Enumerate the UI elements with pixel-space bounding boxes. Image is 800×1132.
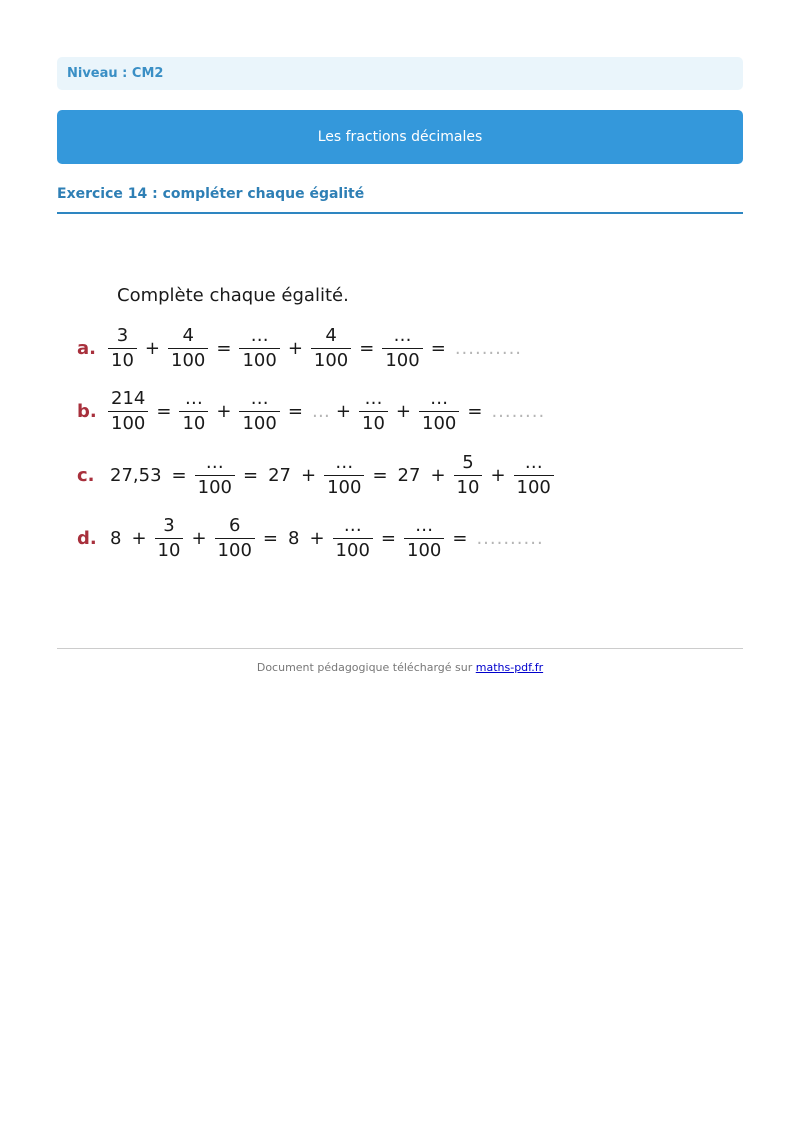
operator: + bbox=[300, 464, 317, 486]
footer-divider bbox=[57, 648, 743, 649]
fraction-denominator: 100 bbox=[239, 348, 279, 370]
number-term: 27 bbox=[397, 464, 421, 486]
fraction-numerator: … bbox=[250, 387, 269, 409]
operator: = bbox=[262, 527, 278, 549]
fraction-numerator: … bbox=[205, 451, 224, 473]
exercise-title: Exercice 14 : compléter chaque égalité bbox=[57, 186, 743, 214]
fraction bbox=[239, 324, 279, 371]
operator: + bbox=[335, 400, 351, 422]
operator: + bbox=[191, 527, 207, 549]
number-term: 8 bbox=[288, 527, 300, 549]
fraction-denominator: 100 bbox=[168, 348, 208, 370]
fraction-denominator: 100 bbox=[514, 475, 554, 497]
footer-text: Document pédagogique téléchargé sur bbox=[256, 661, 476, 674]
fraction-numerator: 214 bbox=[111, 387, 146, 409]
fraction bbox=[404, 514, 444, 561]
equation-b bbox=[77, 387, 545, 435]
equation-d bbox=[77, 514, 544, 562]
operator: + bbox=[430, 464, 446, 486]
fraction bbox=[108, 387, 148, 434]
operator: = bbox=[171, 464, 187, 486]
fraction-numerator: 3 bbox=[116, 324, 129, 346]
operator: = bbox=[372, 464, 388, 486]
equation-c bbox=[77, 451, 557, 499]
number-term: 27,53 bbox=[110, 464, 162, 486]
fraction bbox=[195, 451, 235, 498]
fraction-numerator: … bbox=[250, 324, 269, 346]
fraction-denominator: 10 bbox=[179, 411, 208, 433]
equation-letter: c. bbox=[77, 464, 95, 486]
fraction bbox=[454, 451, 483, 498]
fraction bbox=[168, 324, 208, 371]
fraction bbox=[215, 514, 255, 561]
fraction bbox=[155, 514, 184, 561]
operator: = bbox=[287, 400, 303, 422]
fraction-denominator: 100 bbox=[311, 348, 351, 370]
fraction bbox=[419, 387, 459, 434]
operator: = bbox=[242, 464, 259, 486]
fraction bbox=[514, 451, 554, 498]
fraction-numerator: … bbox=[335, 451, 354, 473]
operator: = bbox=[156, 400, 172, 422]
fraction bbox=[179, 387, 208, 434]
fraction bbox=[239, 387, 279, 434]
fraction bbox=[311, 324, 351, 371]
answer-blank: ........ bbox=[491, 400, 546, 422]
exercise-instruction: Complète chaque égalité. bbox=[117, 285, 349, 306]
footer bbox=[0, 661, 800, 674]
operator: + bbox=[216, 400, 232, 422]
operator: = bbox=[430, 337, 446, 359]
operator: = bbox=[216, 337, 232, 359]
fraction-denominator: 100 bbox=[108, 411, 148, 433]
operator: = bbox=[380, 527, 396, 549]
fraction-numerator: … bbox=[415, 514, 434, 536]
answer-blank: … bbox=[311, 400, 331, 422]
fraction-numerator: … bbox=[184, 387, 203, 409]
operator: + bbox=[287, 337, 303, 359]
fraction-denominator: 10 bbox=[108, 348, 137, 370]
operator: + bbox=[131, 527, 147, 549]
fraction-denominator: 100 bbox=[239, 411, 279, 433]
fraction-numerator: 5 bbox=[462, 451, 474, 473]
operator: + bbox=[309, 527, 325, 549]
fraction-numerator: 4 bbox=[182, 324, 194, 346]
operator: = bbox=[359, 337, 375, 359]
operator: = bbox=[452, 527, 468, 549]
fraction-denominator: 100 bbox=[419, 411, 459, 433]
number-term: 8 bbox=[110, 527, 122, 549]
fraction-denominator: 100 bbox=[333, 538, 373, 560]
footer-link[interactable]: maths-pdf.fr bbox=[475, 661, 544, 674]
fraction bbox=[359, 387, 388, 434]
number-term: 27 bbox=[268, 464, 291, 486]
fraction-denominator: 10 bbox=[359, 411, 388, 433]
fraction-denominator: 100 bbox=[382, 348, 422, 370]
fraction-denominator: 100 bbox=[404, 538, 444, 560]
equation-letter: b. bbox=[77, 400, 97, 422]
fraction bbox=[108, 324, 137, 371]
fraction-numerator: … bbox=[524, 451, 543, 473]
fraction-denominator: 100 bbox=[324, 475, 364, 497]
fraction-denominator: 10 bbox=[155, 538, 184, 560]
fraction-numerator: 4 bbox=[325, 324, 337, 346]
operator: + bbox=[395, 400, 411, 422]
operator: + bbox=[490, 464, 506, 486]
fraction bbox=[382, 324, 422, 371]
fraction-denominator: 100 bbox=[215, 538, 255, 560]
equation-letter: d. bbox=[77, 527, 97, 549]
page-title: Les fractions décimales bbox=[317, 129, 483, 145]
fraction-numerator: … bbox=[364, 387, 383, 409]
fraction-numerator: … bbox=[393, 324, 412, 346]
fraction-numerator: 6 bbox=[229, 514, 241, 536]
fraction-numerator: … bbox=[343, 514, 362, 536]
fraction-denominator: 100 bbox=[195, 475, 235, 497]
operator: = bbox=[467, 400, 483, 422]
answer-blank: .......... bbox=[476, 527, 544, 549]
equation-a bbox=[77, 324, 522, 372]
fraction bbox=[324, 451, 364, 498]
fraction-denominator: 10 bbox=[454, 475, 483, 497]
fraction-numerator: … bbox=[430, 387, 449, 409]
fraction-numerator: 3 bbox=[163, 514, 175, 536]
equation-letter: a. bbox=[77, 337, 96, 359]
fraction bbox=[333, 514, 373, 561]
level-label: Niveau : CM2 bbox=[67, 66, 164, 81]
answer-blank: .......... bbox=[454, 337, 523, 359]
operator: + bbox=[144, 337, 160, 359]
